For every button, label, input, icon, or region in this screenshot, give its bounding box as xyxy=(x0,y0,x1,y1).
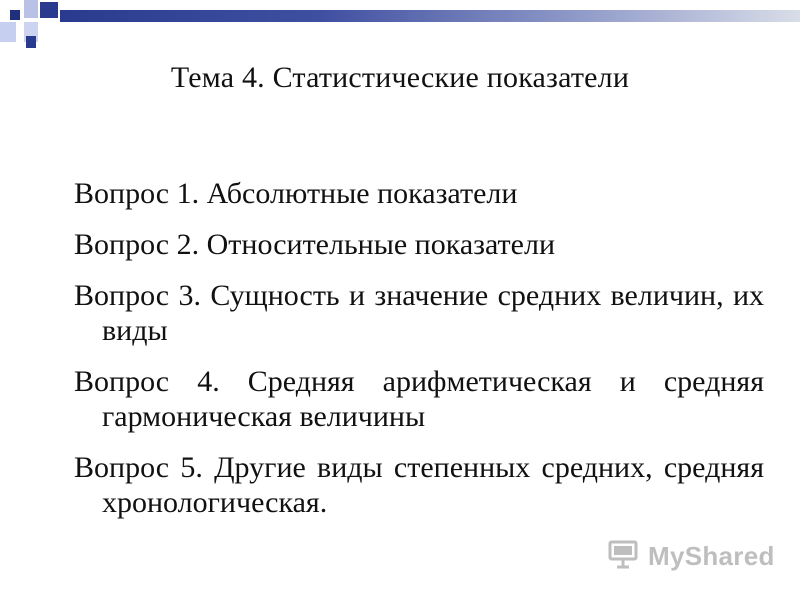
question-item: Вопрос 1. Абсолютные показатели xyxy=(74,177,518,210)
question-item: Вопрос 4. Средняя арифметическая и средняя гармоническая величины xyxy=(74,365,764,433)
decorative-square xyxy=(10,10,20,20)
slide-title: Тема 4. Статистические показатели xyxy=(170,61,630,94)
decorative-square xyxy=(24,0,38,18)
question-item: Вопрос 5. Другие виды степенных средних, средняя хронологическая. xyxy=(74,451,764,519)
question-item: Вопрос 2. Относительные показатели xyxy=(74,228,556,261)
decorative-square xyxy=(0,22,16,42)
decorative-squares xyxy=(0,0,70,60)
question-list xyxy=(74,176,764,536)
decorative-square xyxy=(26,36,36,48)
presentation-board-icon xyxy=(606,537,640,576)
watermark-text: MyShared xyxy=(648,540,775,571)
question-item: Вопрос 3. Сущность и значение средних величин, их виды xyxy=(74,279,764,347)
decorative-square xyxy=(40,2,58,18)
watermark xyxy=(606,536,776,576)
header-gradient-band xyxy=(60,10,800,22)
